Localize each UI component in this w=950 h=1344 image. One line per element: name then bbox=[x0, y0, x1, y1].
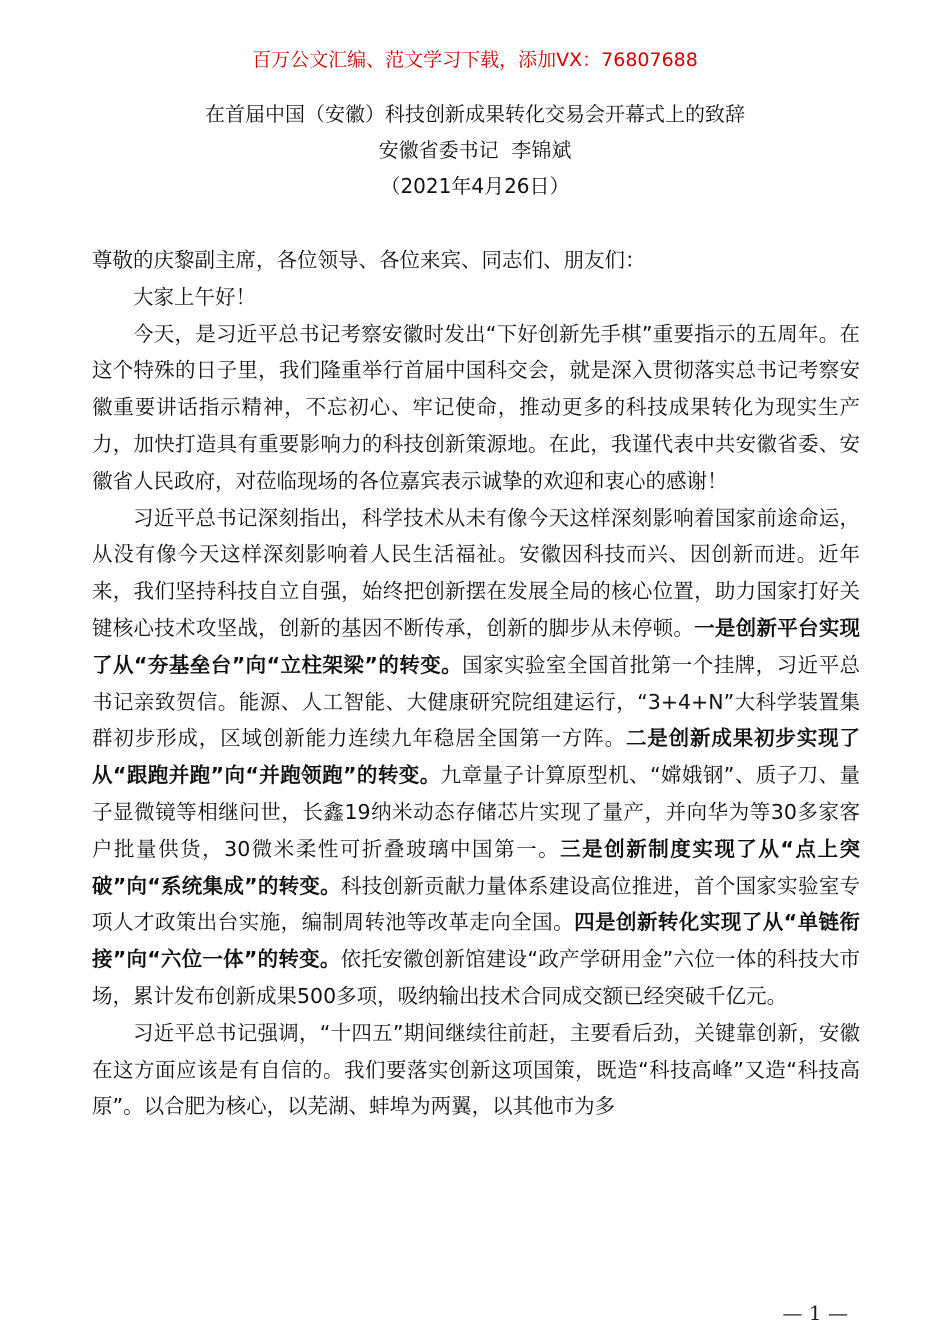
promo-banner: 百万公文汇编、范文学习下载，添加VX：76807688 bbox=[252, 49, 698, 71]
paragraph-1: 今天，是习近平总书记考察安徽时发出“下好创新先手棋”重要指示的五周年。在这个特殊的日子里，我们隆重举行首届中国科交会，就是深入贯彻落实总书记考察安徽重要讲话指示精神，不忘初心、牢记使命，推动更多的科技成果转化为现实生产力，加快打造具有重要影响力的科技创新策源地。在此，我谨代表中共安徽省委、安徽省人民政府，对莅临现场的各位嘉宾表示诚挚的欢迎和衷心的感谢！ bbox=[92, 321, 860, 493]
title-block bbox=[0, 96, 950, 204]
greeting: 大家上午好！ bbox=[133, 284, 256, 309]
date-line: （2021年4月26日） bbox=[380, 174, 570, 198]
point-three-heading: 三是创新制度实现了从“点上突破”向“系统集成”的转变。 bbox=[92, 836, 860, 898]
salutation: 尊敬的庆黎副主席，各位领导、各位来宾、同志们、朋友们： bbox=[92, 248, 646, 272]
point-one-heading: 一是创新平台实现了从“夯基垒台”向“立柱架梁”的转变。 bbox=[92, 615, 861, 677]
document-title: 在首届中国（安徽）科技创新成果转化交易会开幕式上的致辞 bbox=[205, 102, 745, 126]
speaker-line: 安徽省委书记 李锦斌 bbox=[378, 138, 572, 162]
point-one-text: 国家实验室全国首批第一个挂牌，习近平总书记亲致贺信。能源、人工智能、大健康研究院组建运行，“3+4+N”大科学装置集群初步形成，区域创新能力连续九年稳居全国第一方阵。 bbox=[92, 652, 860, 751]
point-two-heading: 二是创新成果初步实现了从“跟跑并跑”向“并跑领跑”的转变。 bbox=[92, 726, 861, 788]
point-two-text: 九章量子计算原型机、“嫦娥钢”、质子刀、量子显微镜等相继问世，长鑫19纳米动态存储芯片实现了量产，并向华为等30多家客户批量供货，30微米柔性可折叠玻璃中国第一。 bbox=[92, 763, 860, 861]
paragraph-2-intro: 习近平总书记深刻指出，科学技术从未有像今天这样深刻影响着国家前途命运，从没有像今天这样深刻影响着人民生活福祉。安徽因科技而兴、因创新而进。近年来，我们坚持科技自立自强，始终把创新摆在发展全局的核心位置，助力国家打好关键核心技术攻坚战，创新的基因不断传承，创新的脚步从未停顿。 bbox=[92, 505, 860, 640]
point-four-heading: 四是创新转化实现了从“单链衔接”向“六位一体”的转变。 bbox=[92, 910, 860, 972]
paragraph-3: 习近平总书记强调，“十四五”期间继续往前赶，主要看后劲，关键靠创新，安徽在这方面应该是有自信的。我们要落实创新这项国策，既造“科技高峰”又造“科技高原”。以合肥为核心，以芜湖、蚌埠为两翼，以其他市为多 bbox=[92, 1020, 860, 1119]
speech-body bbox=[92, 242, 860, 1125]
point-three-text: 科技创新贡献力量体系建设高位推进，首个国家实验室专项人才政策出台实施，编制周转池等改革走向全国。 bbox=[92, 873, 861, 935]
point-four-text: 依托安徽创新馆建设“政产学研用金”六位一体的科技大市场，累计发布创新成果500多项，吸纳输出技术合同成交额已经突破千亿元。 bbox=[92, 947, 861, 1008]
paragraph-2 bbox=[92, 500, 860, 1015]
page-number: — 1 — bbox=[782, 1301, 848, 1325]
